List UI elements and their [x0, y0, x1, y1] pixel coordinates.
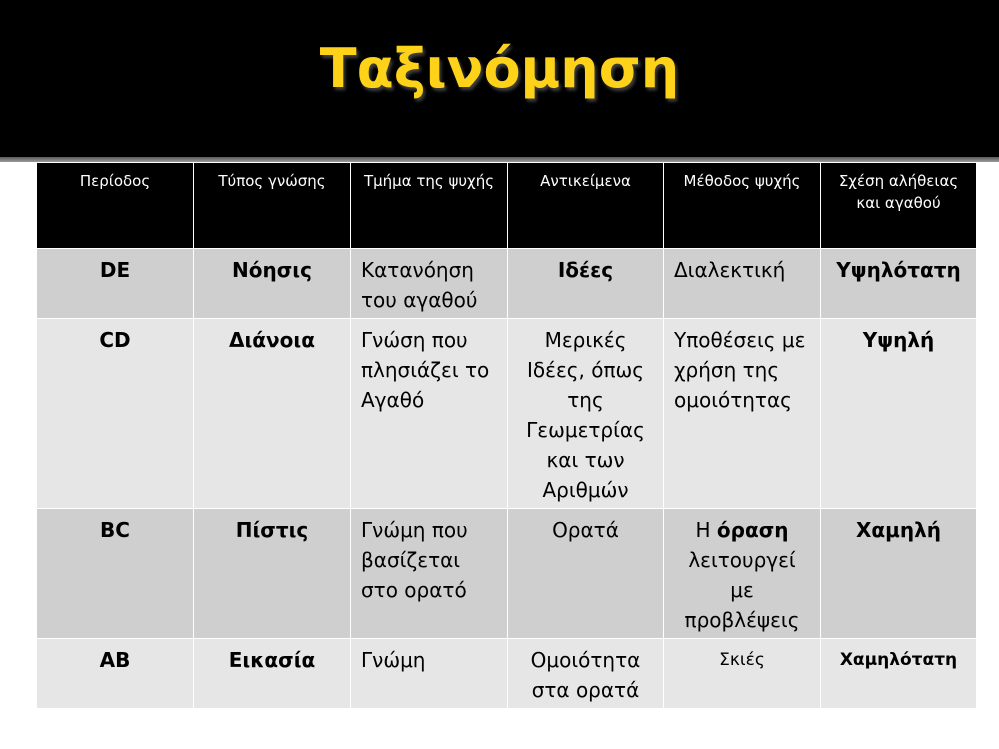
cell-period: AB: [37, 639, 194, 709]
header-objects: Αντικείμενα: [508, 163, 664, 249]
cell-relation: Χαμηλότατη: [821, 639, 977, 709]
header-period: Περίοδος: [37, 163, 194, 249]
cell-knowledge: Νόησις: [194, 249, 351, 319]
cell-knowledge: Εικασία: [194, 639, 351, 709]
table-header-row: [37, 163, 977, 249]
cell-objects: Μερικές Ιδέες, όπως της Γεωμετρίας και των Αριθμών: [508, 319, 664, 509]
cell-knowledge: Διάνοια: [194, 319, 351, 509]
cell-soul-part: Κατανόηση του αγαθού: [351, 249, 508, 319]
header-truth-good-relation: Σχέση αλήθειας και αγαθού: [821, 163, 977, 249]
cell-objects: Ιδέες: [508, 249, 664, 319]
cell-soul-part: Γνώση που πλησιάζει το Αγαθό: [351, 319, 508, 509]
cell-period: DE: [37, 249, 194, 319]
table-row: [37, 639, 977, 709]
cell-relation: Υψηλότατη: [821, 249, 977, 319]
table-row: [37, 319, 977, 509]
cell-period: CD: [37, 319, 194, 509]
method-prefix: Η: [695, 518, 711, 542]
method-bold-word: όραση: [716, 518, 789, 542]
cell-method: [664, 509, 821, 639]
cell-objects: Ομοιότητα στα ορατά: [508, 639, 664, 709]
cell-objects: Ορατά: [508, 509, 664, 639]
cell-method: Υποθέσεις με χρήση της ομοιότητας: [664, 319, 821, 509]
cell-method: Σκιές: [664, 639, 821, 709]
table-row: [37, 249, 977, 319]
header-soul-method: Μέθοδος ψυχής: [664, 163, 821, 249]
cell-method: Διαλεκτική: [664, 249, 821, 319]
cell-soul-part: Γνώμη που βασίζεται στο ορατό: [351, 509, 508, 639]
cell-relation: Υψηλή: [821, 319, 977, 509]
classification-table: [36, 162, 977, 709]
cell-relation: Χαμηλή: [821, 509, 977, 639]
cell-knowledge: Πίστις: [194, 509, 351, 639]
header-soul-part: Τμήμα της ψυχής: [351, 163, 508, 249]
cell-period: BC: [37, 509, 194, 639]
slide-title: Ταξινόμηση: [319, 37, 680, 100]
table-row: [37, 509, 977, 639]
header-knowledge-type: Τύπος γνώσης: [194, 163, 351, 249]
cell-soul-part: Γνώμη: [351, 639, 508, 709]
method-suffix: λειτουργεί με προβλέψεις: [684, 548, 800, 632]
